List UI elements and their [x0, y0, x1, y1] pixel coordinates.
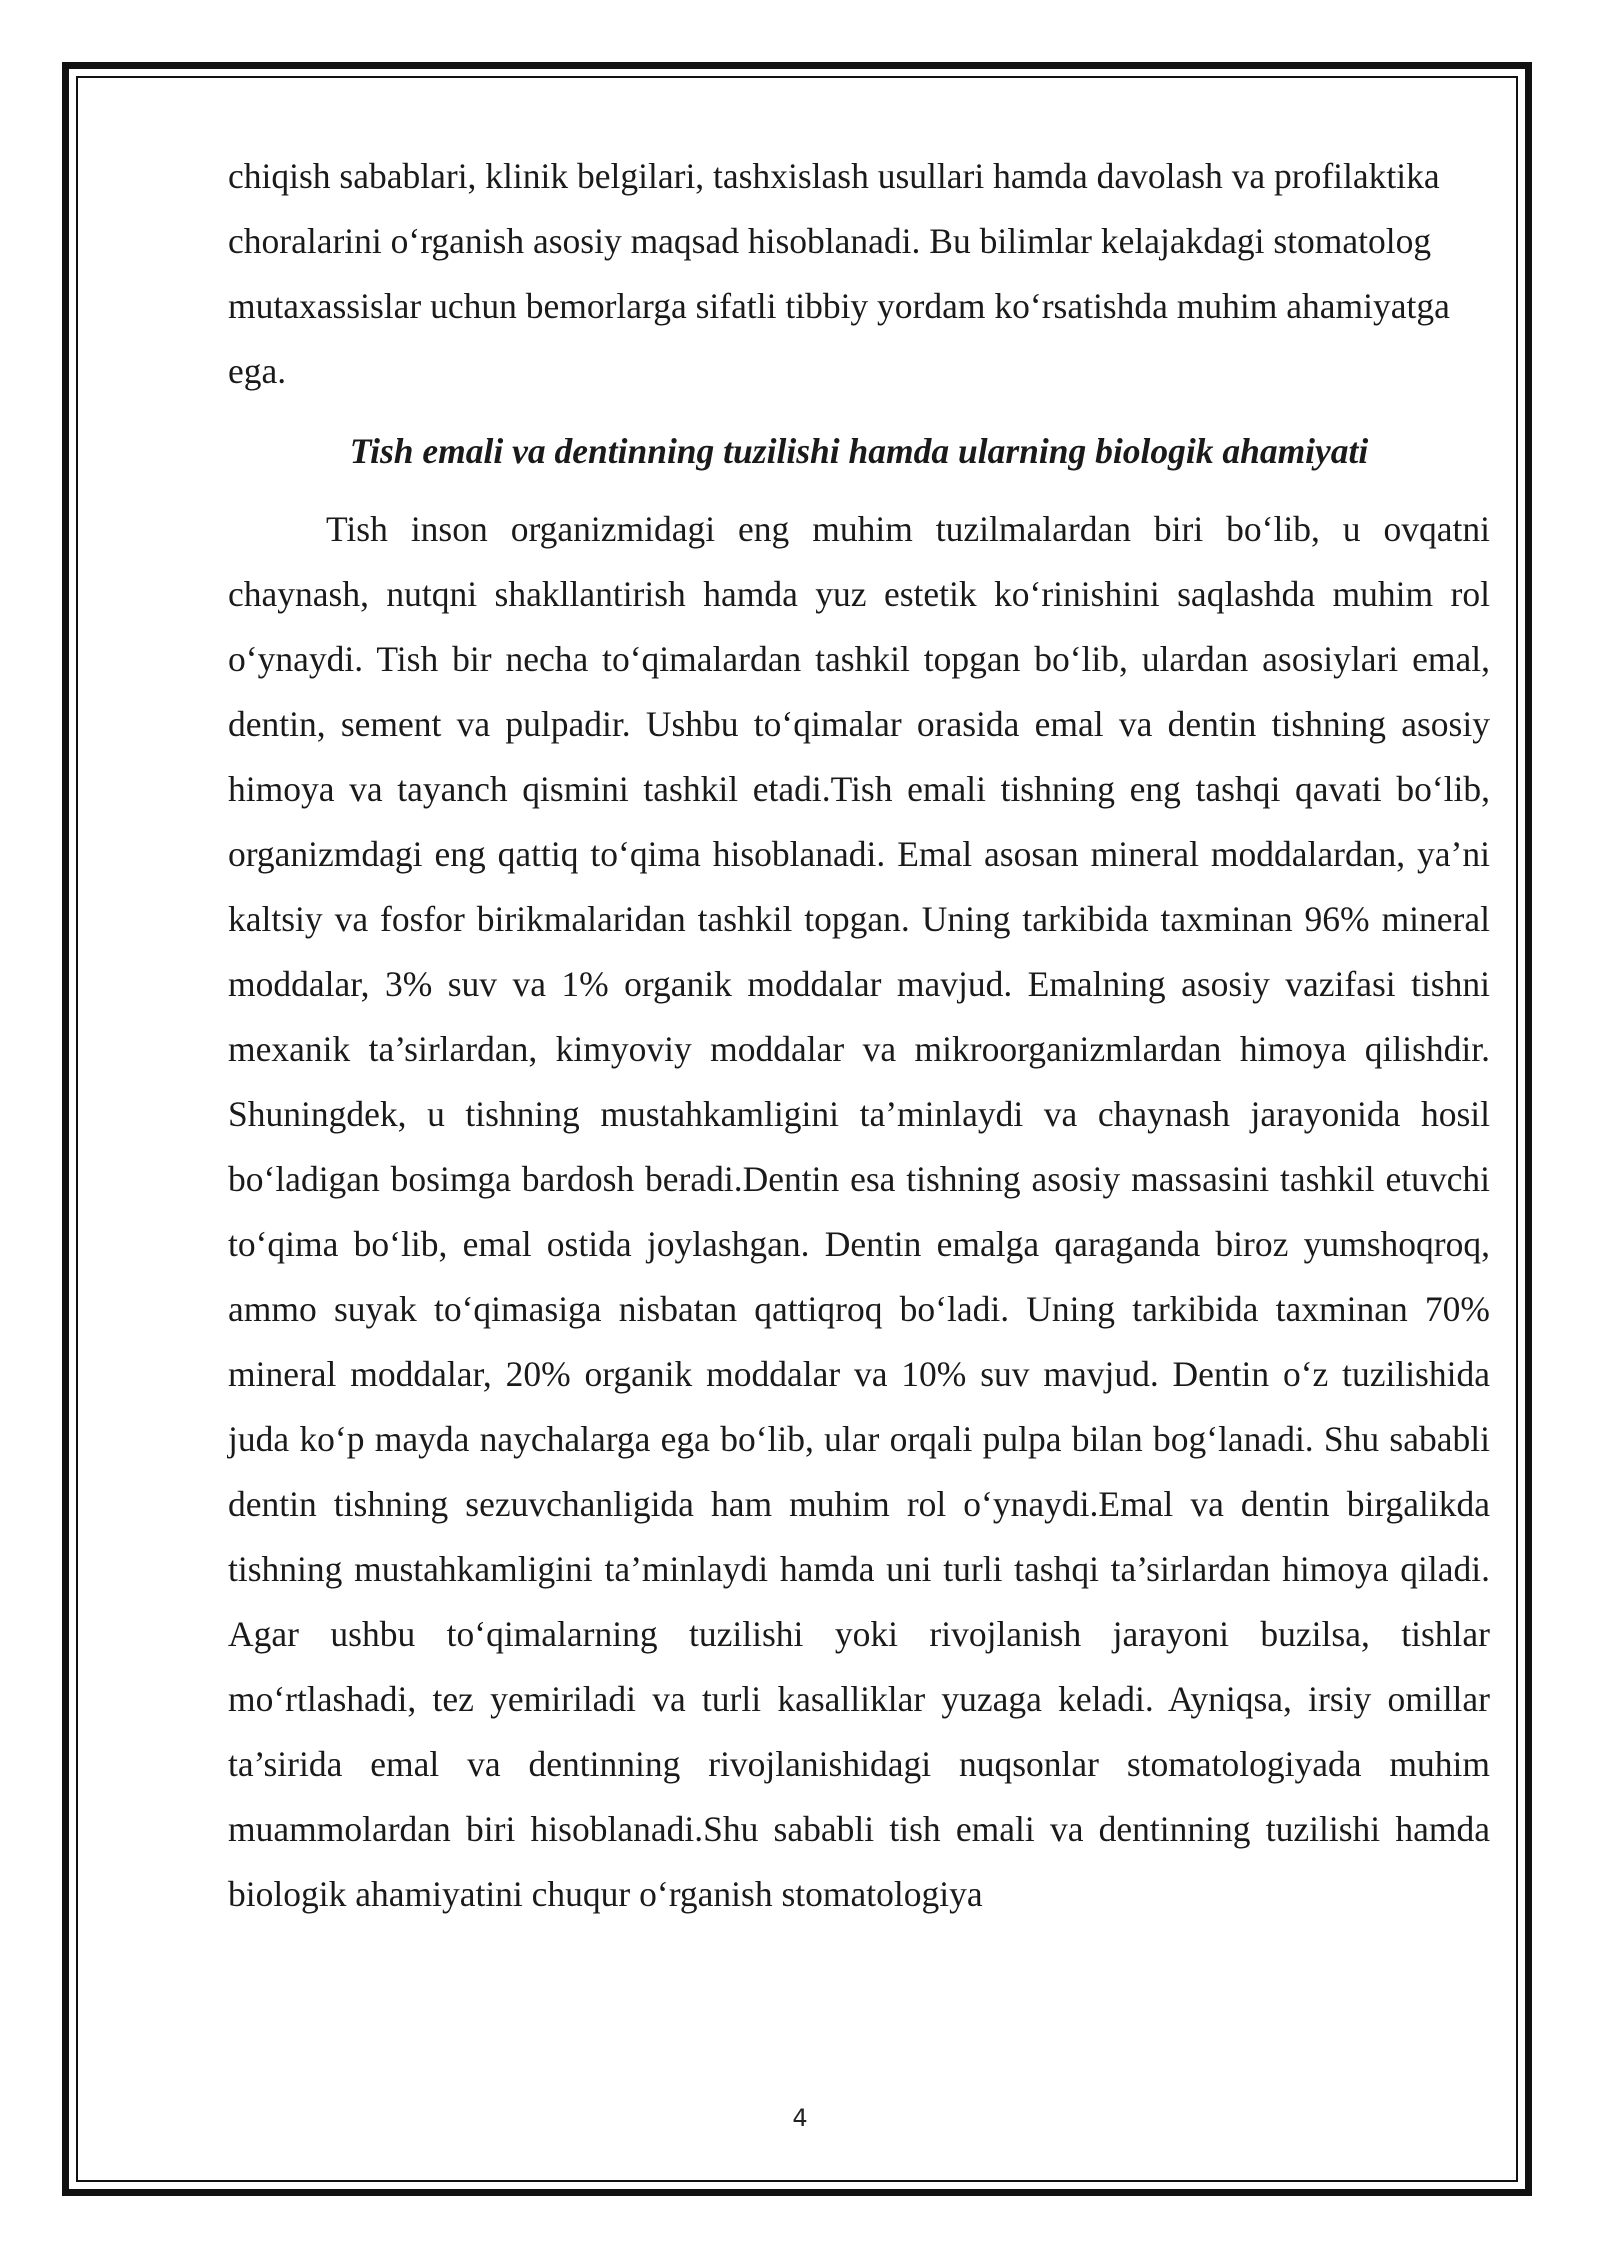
page-content	[228, 144, 1490, 1927]
section-heading: Tish emali va dentinning tuzilishi hamda ularning biologik ahamiyati	[349, 431, 1369, 471]
page-number: 4	[792, 2104, 808, 2132]
body-paragraph: Tish inson organizmidagi eng muhim tuzilmalardan biri bo‘lib, u ovqatni chaynash, nutqni shakllantirish hamda yuz estetik ko‘rinishini saqlashda muhim rol o‘ynaydi. Tish bir necha to‘qimalardan tashkil topgan bo‘lib, ulardan asosiylari emal, dentin, sement va pulpadir. Ushbu to‘qimalar orasida emal va dentin tishning asosiy himoya va tayanch qismini tashkil etadi.Tish emali tishning eng tashqi qavati bo‘lib, organizmdagi eng qattiq to‘qima hisoblanadi. Emal asosan mineral moddalardan, ya’ni kaltsiy va fosfor birikmalaridan tashkil topgan. Uning tarkibida taxminan 96% mineral moddalar, 3% suv va 1% organik moddalar mavjud. Emalning asosiy vazifasi tishni mexanik ta’sirlardan, kimyoviy moddalar va mikroorganizmlardan himoya qilishdir. Shuningdek, u tishning mustahkamligini ta’minlaydi va chaynash jarayonida hosil bo‘ladigan bosimga bardosh beradi.Dentin esa tishning asosiy massasini tashkil etuvchi to‘qima bo‘lib, emal ostida joylashgan. Dentin emalga qaraganda biroz yumshoqroq, ammo suyak to‘qimasiga nisbatan qattiqroq bo‘ladi. Uning tarkibida taxminan 70% mineral moddalar, 20% organik moddalar va 10% suv mavjud. Dentin o‘z tuzilishida juda ko‘p mayda naychalarga ega bo‘lib, ular orqali pulpa bilan bog‘lanadi. Shu sababli dentin tishning sezuvchanligida ham muhim rol o‘ynaydi.Emal va dentin birgalikda tishning mustahkamligini ta’minlaydi hamda uni turli tashqi ta’sirlardan himoya qiladi. Agar ushbu to‘qimalarning tuzilishi yoki rivojlanish jarayoni buzilsa, tishlar mo‘rtlashadi, tez yemiriladi va turli kasalliklar yuzaga keladi. Ayniqsa, irsiy omillar ta’sirida emal va dentinning rivojlanishidagi nuqsonlar stomatologiyada muhim muammolardan biri hisoblanadi.Shu sababli tish emali va dentinning tuzilishi hamda biologik ahamiyatini chuqur o‘rganish stomatologiya	[228, 509, 1490, 1914]
intro-paragraph: chiqish sabablari, klinik belgilari, tashxislash usullari hamda davolash va profilaktika choralarini o‘rganish asosiy maqsad hisoblanadi. Bu bilimlar kelajakdagi stomatolog mutaxassislar uchun bemorlarga sifatli tibbiy yordam ko‘rsatishda muhim ahamiyatga ega.	[228, 156, 1450, 391]
